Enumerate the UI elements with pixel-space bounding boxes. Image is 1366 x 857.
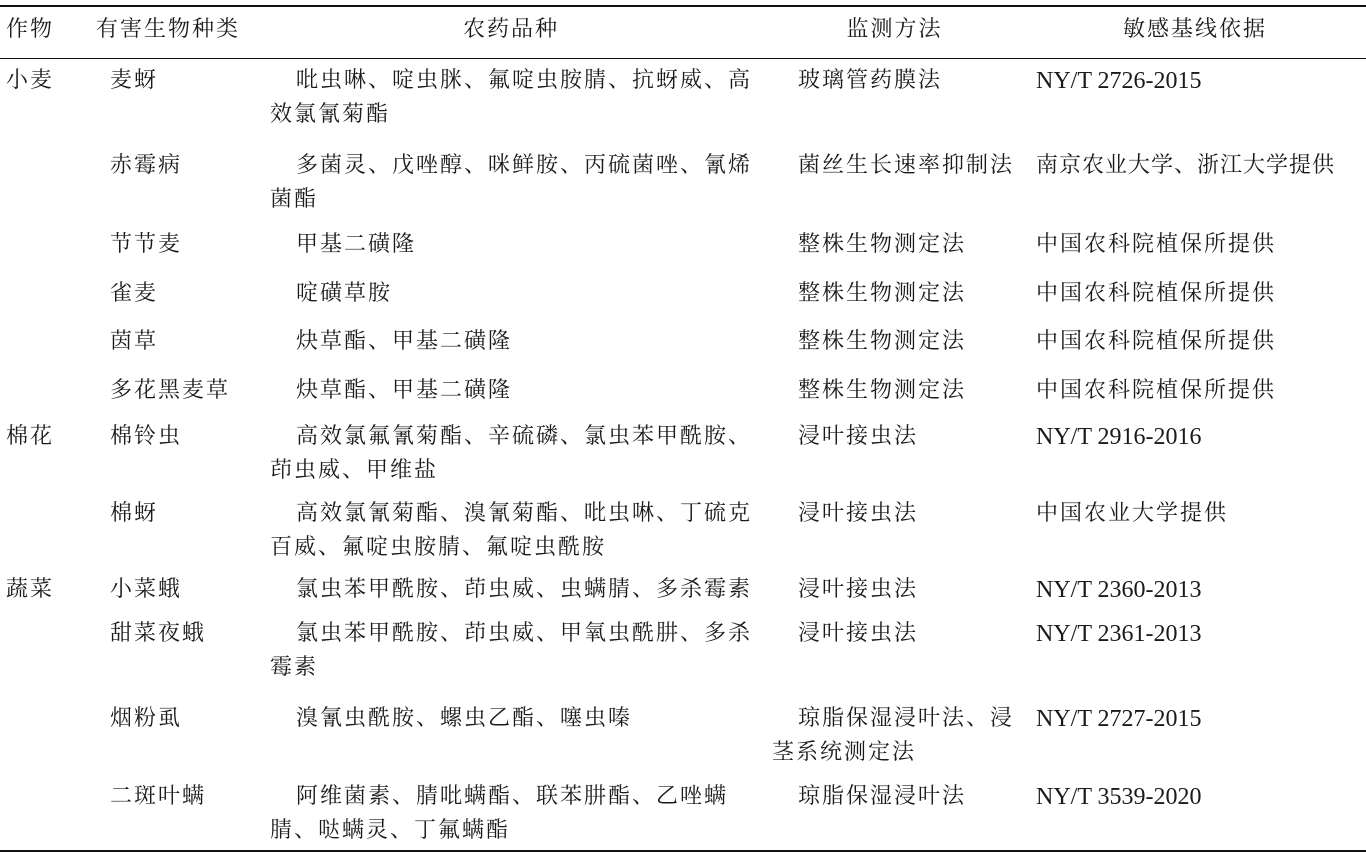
- cell-pesticide: 溴氰虫酰胺、螺虫乙酯、噻虫嗪: [296, 706, 633, 731]
- cell-baseline: 中国农科院植保所提供: [1036, 378, 1277, 403]
- cell-baseline: NY/T 2360-2013: [1036, 577, 1202, 603]
- cell-pest: 雀麦: [110, 281, 159, 306]
- header-method: 监测方法: [846, 17, 943, 42]
- cell-method: 整株生物测定法: [798, 281, 967, 306]
- cell-method: 玻璃管药膜法: [798, 68, 943, 93]
- cell-baseline: NY/T 3539-2020: [1036, 784, 1202, 810]
- cell-pest: 甜菜夜蛾: [110, 621, 207, 646]
- cell-pest: 节节麦: [110, 232, 183, 257]
- cell-baseline: NY/T 2361-2013: [1036, 621, 1202, 647]
- cell-baseline: 中国农业大学提供: [1036, 501, 1229, 526]
- cell-baseline: 南京农业大学、浙江大学提供: [1036, 153, 1336, 178]
- cell-baseline: NY/T 2727-2015: [1036, 706, 1202, 732]
- cell-pest: 麦蚜: [110, 68, 159, 93]
- header-pesticide: 农药品种: [462, 17, 559, 42]
- cell-pesticide: 多菌灵、戊唑醇、咪鲜胺、丙硫菌唑、氰烯菌酯: [270, 153, 753, 212]
- header-crop: 作物: [6, 17, 55, 42]
- cell-pest: 棉蚜: [110, 501, 159, 526]
- cell-pest: 烟粉虱: [110, 706, 183, 731]
- cell-baseline: 中国农科院植保所提供: [1036, 329, 1277, 354]
- table-top-rule: [0, 5, 1366, 7]
- cell-pest: 赤霉病: [110, 153, 183, 178]
- cell-method: 琼脂保湿浸叶法: [798, 784, 967, 809]
- cell-pesticide: 吡虫啉、啶虫脒、氟啶虫胺腈、抗蚜威、高效氯氰菊酯: [270, 68, 753, 127]
- cell-pesticide: 炔草酯、甲基二磺隆: [296, 378, 513, 403]
- cell-pest: 二斑叶螨: [110, 784, 207, 809]
- cell-method: 整株生物测定法: [798, 329, 967, 354]
- cell-method: 浸叶接虫法: [798, 424, 919, 449]
- header-baseline: 敏感基线依据: [1122, 17, 1267, 42]
- cell-baseline: NY/T 2726-2015: [1036, 68, 1202, 94]
- cell-crop: 蔬菜: [6, 577, 55, 602]
- cell-pesticide: 氯虫苯甲酰胺、茚虫威、虫螨腈、多杀霉素: [296, 577, 753, 602]
- table-bottom-rule: [0, 850, 1366, 852]
- cell-pest: 茵草: [110, 329, 159, 354]
- cell-baseline: NY/T 2916-2016: [1036, 424, 1202, 450]
- cell-method: 整株生物测定法: [798, 232, 967, 257]
- cell-pest: 多花黑麦草: [110, 378, 231, 403]
- cell-pesticide: 甲基二磺隆: [296, 232, 417, 257]
- cell-method: 整株生物测定法: [798, 378, 967, 403]
- cell-method: 浸叶接虫法: [798, 577, 919, 602]
- cell-pesticide: 氯虫苯甲酰胺、茚虫威、甲氧虫酰肼、多杀霉素: [270, 621, 753, 680]
- cell-baseline: 中国农科院植保所提供: [1036, 232, 1277, 257]
- cell-pesticide: 啶磺草胺: [296, 281, 393, 306]
- cell-pesticide: 阿维菌素、腈吡螨酯、联苯肼酯、乙唑螨腈、哒螨灵、丁氟螨酯: [270, 784, 729, 843]
- cell-method: 浸叶接虫法: [798, 501, 919, 526]
- cell-pesticide: 炔草酯、甲基二磺隆: [296, 329, 513, 354]
- cell-crop: 棉花: [6, 424, 55, 449]
- cell-pesticide: 高效氯氰菊酯、溴氰菊酯、吡虫啉、丁硫克百威、氟啶虫胺腈、氟啶虫酰胺: [270, 501, 753, 560]
- table-header-rule: [0, 58, 1366, 59]
- header-pest: 有害生物种类: [96, 17, 241, 42]
- cell-method: 浸叶接虫法: [798, 621, 919, 646]
- cell-crop: 小麦: [6, 68, 55, 93]
- cell-pesticide: 高效氯氟氰菊酯、辛硫磷、氯虫苯甲酰胺、茚虫威、甲维盐: [270, 424, 753, 483]
- cell-pest: 小菜蛾: [110, 577, 183, 602]
- cell-pest: 棉铃虫: [110, 424, 183, 449]
- cell-method: 琼脂保湿浸叶法、浸茎系统测定法: [772, 706, 1015, 765]
- cell-baseline: 中国农科院植保所提供: [1036, 281, 1277, 306]
- cell-method: 菌丝生长速率抑制法: [798, 153, 1015, 178]
